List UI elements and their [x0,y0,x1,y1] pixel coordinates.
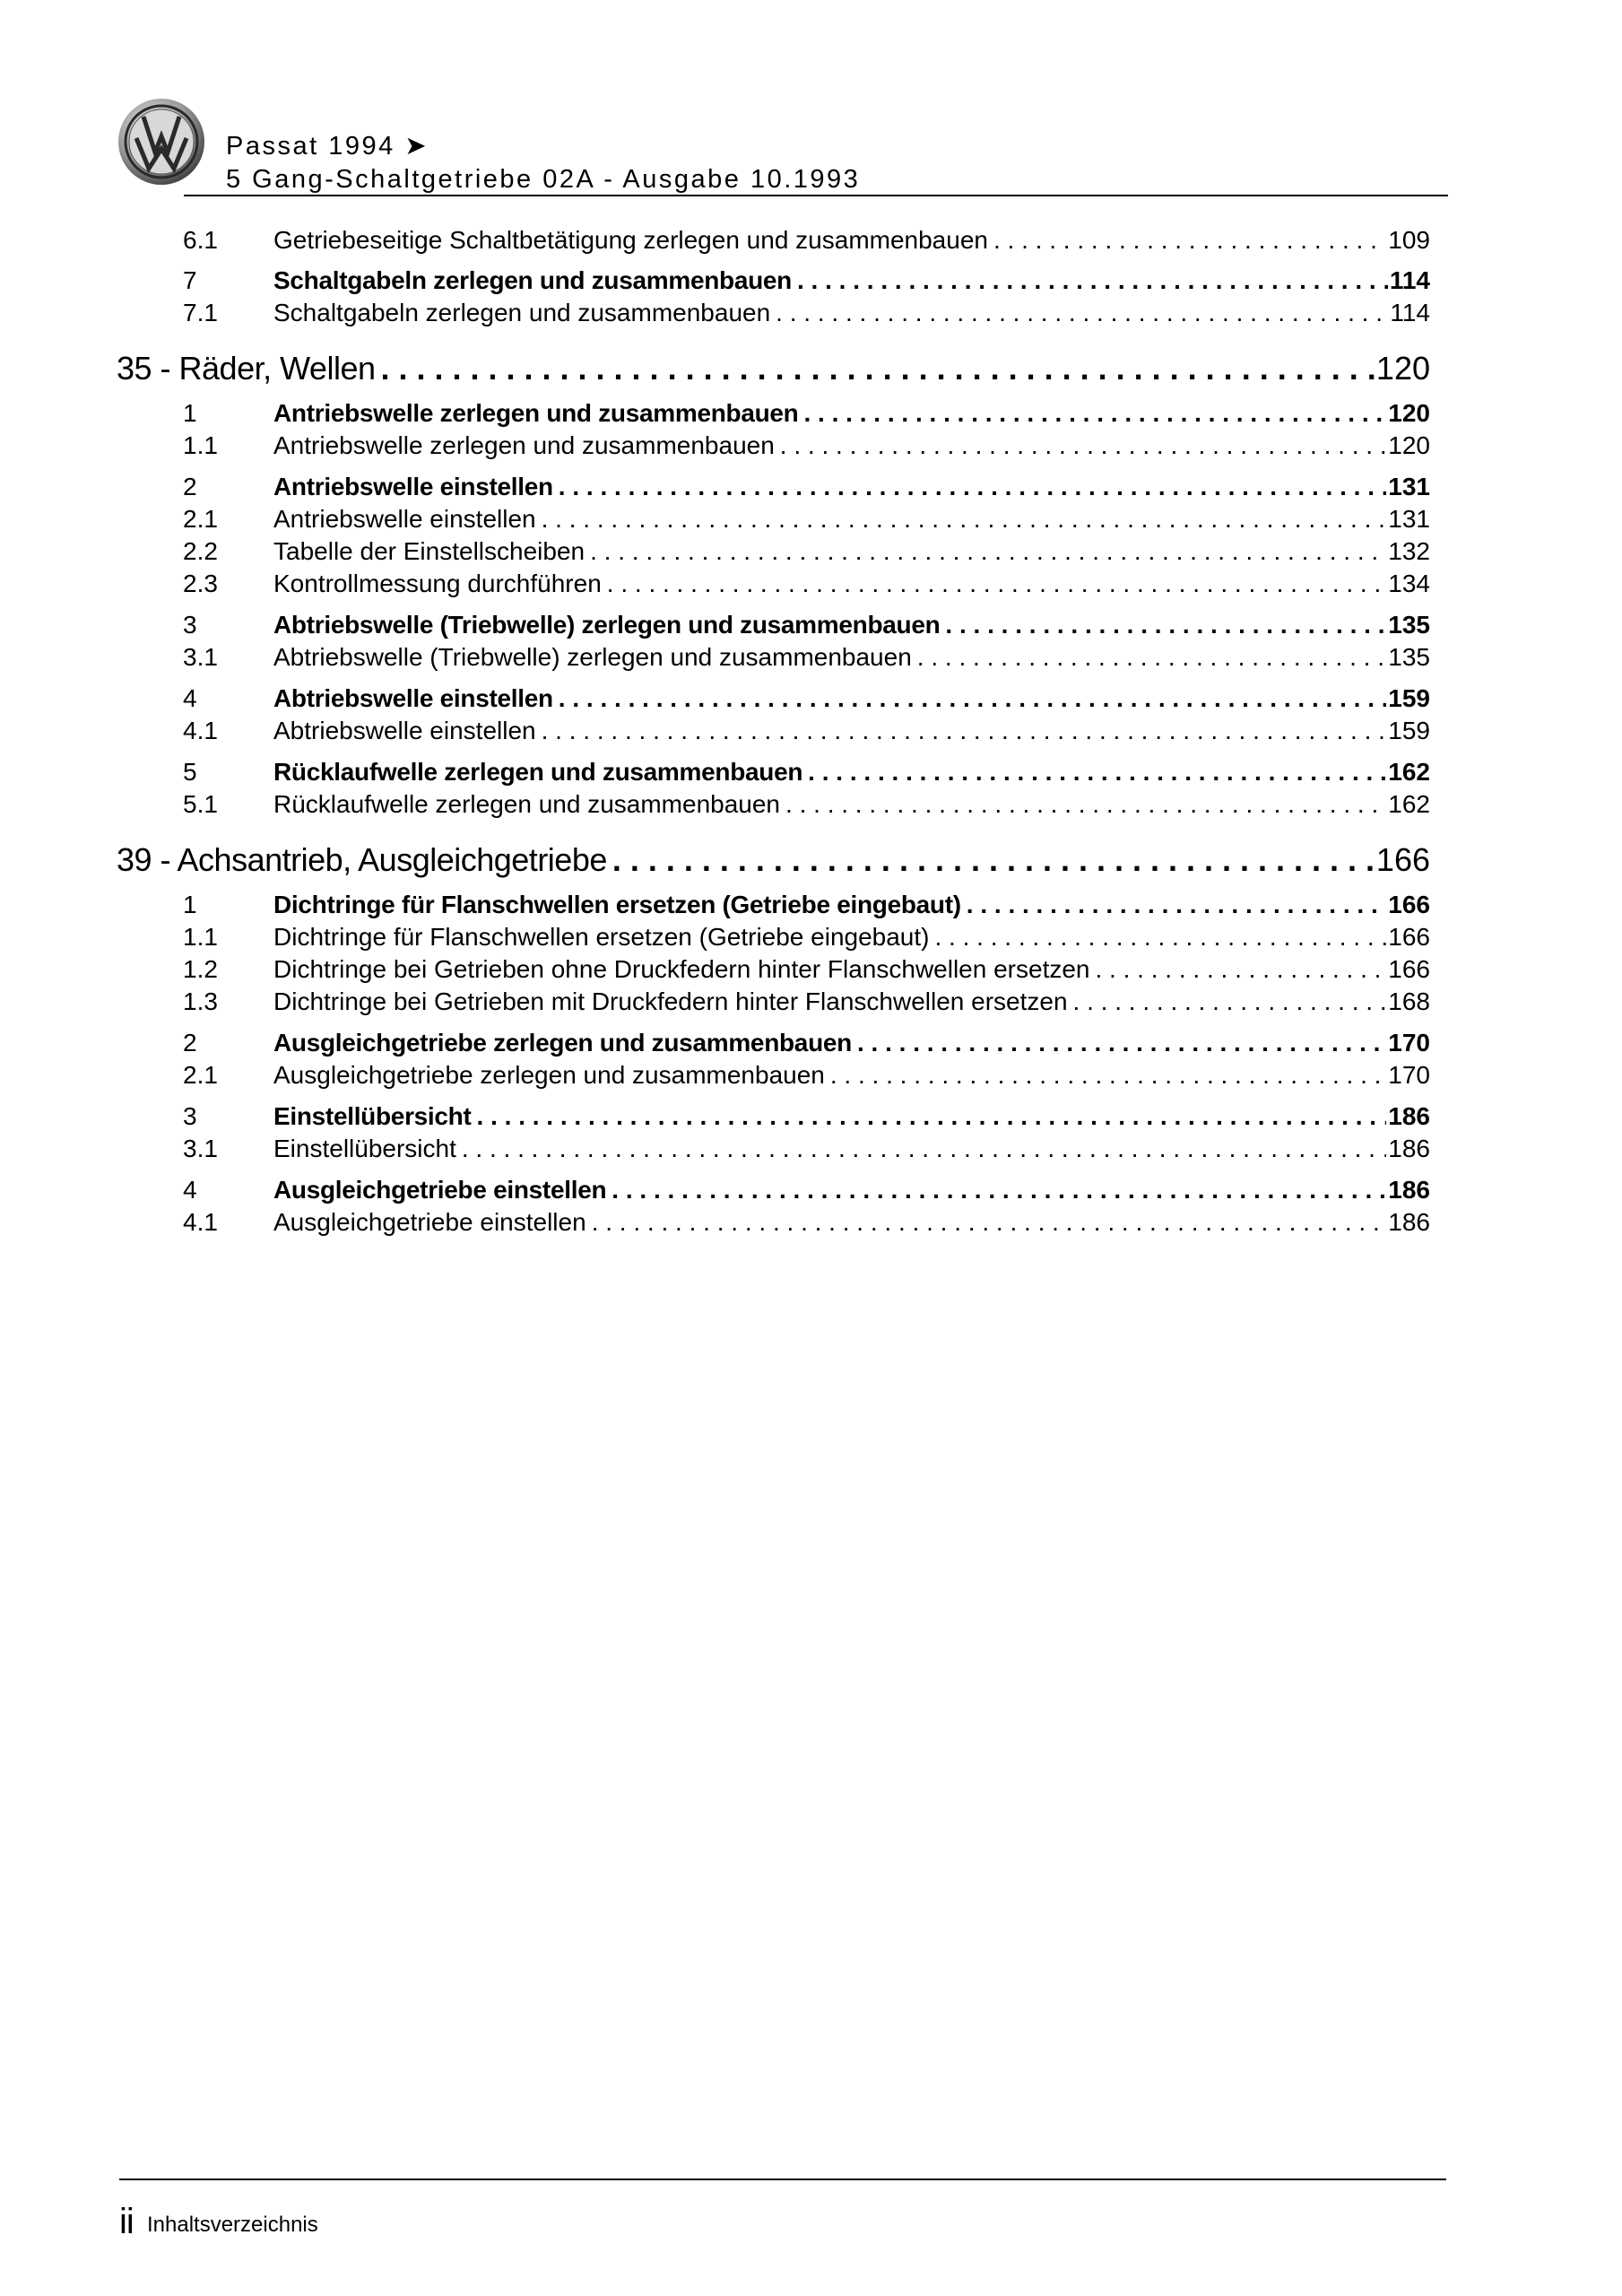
entry-title: Einstellübersicht [273,1102,477,1131]
entry-number: 5.1 [183,790,218,818]
entry-page-number: 109 [1388,226,1430,254]
entry-title: Getriebeseitige Schaltbetätigung zerlegen und zusammenbauen [273,226,993,255]
entry-number: 1.3 [183,987,218,1015]
dot-leader [967,891,1387,919]
dot-leader [462,1135,1386,1163]
footer-page-number: ii [119,2202,134,2241]
dot-leader [776,299,1388,327]
entry-line [273,570,1430,598]
dot-leader [857,1029,1386,1057]
entry-title: Kontrollmessung durchführen [273,570,607,598]
entry-line [273,1061,1430,1090]
entry-page-number: 186 [1388,1176,1430,1204]
entry-line [273,505,1430,534]
page-header [0,0,1622,206]
entry-page-number: 120 [1388,399,1430,427]
entry-number: 1 [183,399,197,427]
vw-logo-icon [117,97,206,187]
entry-title: Tabelle der Einstellscheiben [273,537,590,566]
dot-leader [559,473,1386,501]
entry-number: 7.1 [183,299,218,326]
entry-line [273,987,1430,1016]
entry-title: Ausgleichgetriebe zerlegen und zusammenbauen [273,1029,857,1057]
dot-leader [559,684,1386,713]
section-page-number: 120 [1375,350,1430,387]
entry-line [273,473,1430,501]
entry-number: 4 [183,684,197,712]
entry-number: 2 [183,473,197,500]
dot-leader [945,611,1386,639]
section-title: 35 - Räder, Wellen [117,350,381,387]
dot-leader [612,1176,1386,1205]
entry-number: 3.1 [183,643,218,671]
entry-title: Ausgleichgetriebe einstellen [273,1176,612,1205]
entry-title: Abtriebswelle (Triebwelle) zerlegen und zusammenbauen [273,643,917,672]
dot-leader [1073,987,1387,1016]
entry-line [273,955,1430,984]
entry-page-number: 166 [1388,923,1430,951]
entry-number: 5 [183,758,197,786]
entry-page-number: 186 [1388,1208,1430,1236]
entry-number: 1.2 [183,955,218,983]
entry-number: 4 [183,1176,197,1204]
entry-line [273,684,1430,713]
header-subtitle: 5 Gang-Schaltgetriebe 02A - Ausgabe 10.1993 [226,165,861,194]
entry-number: 6.1 [183,226,218,254]
entry-page-number: 135 [1388,611,1430,639]
entry-page-number: 186 [1388,1135,1430,1162]
entry-line [273,758,1430,787]
entry-number: 7 [183,266,197,294]
entry-page-number: 132 [1388,537,1430,565]
entry-title: Schaltgabeln zerlegen und zusammenbauen [273,299,776,327]
dot-leader [381,350,1375,387]
entry-line [273,790,1430,819]
entry-number: 2.2 [183,537,218,565]
dot-leader [803,399,1386,428]
dot-leader [592,1208,1387,1237]
entry-title: Antriebswelle einstellen [273,505,542,534]
toc-section-heading[interactable] [117,350,1430,387]
dot-leader [993,226,1386,255]
entry-line [273,399,1430,428]
entry-page-number: 159 [1388,717,1430,744]
entry-number: 4.1 [183,717,218,744]
entry-line [273,299,1430,327]
entry-line [273,643,1430,672]
entry-title: Einstellübersicht [273,1135,462,1163]
footer-divider [119,2179,1446,2180]
entry-title: Antriebswelle zerlegen und zusammenbauen [273,431,780,460]
entry-line [273,1102,1430,1131]
entry-line [273,1208,1430,1237]
entry-page-number: 170 [1388,1029,1430,1057]
section-page-number: 166 [1375,841,1430,878]
footer-label: Inhaltsverzeichnis [147,2213,318,2237]
entry-page-number: 162 [1388,758,1430,786]
entry-page-number: 159 [1388,684,1430,712]
entry-title: Rücklaufwelle zerlegen und zusammenbauen [273,758,808,787]
entry-title: Abtriebswelle (Triebwelle) zerlegen und zusammenbauen [273,611,945,639]
dot-leader [1096,955,1387,984]
entry-title: Dichtringe für Flanschwellen ersetzen (Getriebe eingebaut) [273,923,935,952]
entry-line [273,923,1430,952]
dot-leader [542,505,1387,534]
entry-page-number: 166 [1388,955,1430,983]
entry-page-number: 131 [1388,473,1430,500]
dot-leader [808,758,1386,787]
entry-title: Dichtringe bei Getrieben ohne Druckfedern hinter Flanschwellen ersetzen [273,955,1096,984]
dot-leader [917,643,1387,672]
entry-page-number: 131 [1388,505,1430,533]
entry-line [273,1135,1430,1163]
entry-page-number: 114 [1389,266,1430,294]
entry-page-number: 120 [1388,431,1430,459]
entry-number: 2 [183,1029,197,1057]
entry-title: Dichtringe für Flanschwellen ersetzen (Getriebe eingebaut) [273,891,967,919]
dot-leader [785,790,1386,819]
entry-page-number: 170 [1388,1061,1430,1089]
entry-title: Ausgleichgetriebe einstellen [273,1208,592,1237]
header-divider [184,195,1448,196]
dot-leader [612,841,1375,879]
dot-leader [797,266,1388,295]
entry-page-number: 114 [1390,299,1430,326]
entry-line [273,226,1430,255]
entry-title: Schaltgabeln zerlegen und zusammenbauen [273,266,797,295]
entry-number: 1.1 [183,431,218,459]
entry-title: Ausgleichgetriebe zerlegen und zusammenbauen [273,1061,830,1090]
entry-line [273,717,1430,745]
entry-line [273,537,1430,566]
entry-line [273,891,1430,919]
entry-title: Antriebswelle zerlegen und zusammenbauen [273,399,803,428]
entry-page-number: 162 [1388,790,1430,818]
entry-page-number: 166 [1388,891,1430,918]
entry-number: 3 [183,1102,197,1130]
toc-section-heading[interactable] [117,841,1430,879]
entry-title: Rücklaufwelle zerlegen und zusammenbauen [273,790,785,819]
entry-number: 4.1 [183,1208,218,1236]
header-title: Passat 1994 ➤ [226,132,429,161]
entry-line [273,431,1430,460]
entry-line [273,611,1430,639]
dot-leader [935,923,1387,952]
entry-page-number: 134 [1388,570,1430,597]
dot-leader [607,570,1387,598]
entry-number: 2.1 [183,1061,218,1089]
dot-leader [780,431,1386,460]
entry-title: Abtriebswelle einstellen [273,684,559,713]
entry-number: 3.1 [183,1135,218,1162]
dot-leader [542,717,1387,745]
entry-line [273,1029,1430,1057]
entry-number: 1 [183,891,197,918]
entry-page-number: 135 [1388,643,1430,671]
dot-leader [590,537,1386,566]
entry-number: 2.1 [183,505,218,533]
entry-page-number: 168 [1388,987,1430,1015]
dot-leader [477,1102,1387,1131]
entry-line [273,1176,1430,1205]
entry-title: Dichtringe bei Getrieben mit Druckfedern hinter Flanschwellen ersetzen [273,987,1073,1016]
entry-number: 2.3 [183,570,218,597]
section-title: 39 - Achsantrieb, Ausgleichgetriebe [117,841,612,879]
entry-title: Antriebswelle einstellen [273,473,559,501]
entry-page-number: 186 [1388,1102,1430,1130]
entry-number: 1.1 [183,923,218,951]
entry-title: Abtriebswelle einstellen [273,717,542,745]
dot-leader [830,1061,1386,1090]
entry-number: 3 [183,611,197,639]
entry-line [273,266,1430,295]
